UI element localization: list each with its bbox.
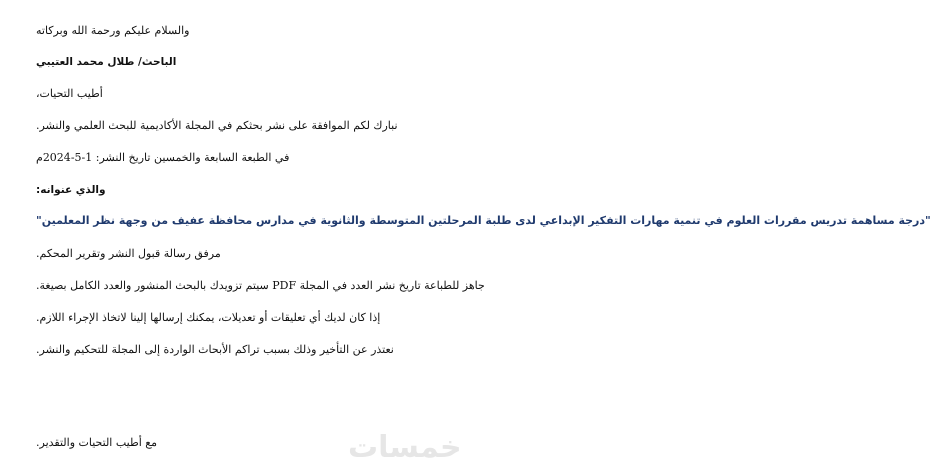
- approval-line: نبارك لكم الموافقة على نشر بحثكم في المجلة الأكاديمية للبحث العلمي والنشر.: [36, 119, 398, 132]
- watermark-logo: خمسات: [348, 430, 462, 465]
- apology-line: نعتذر عن التأخير وذلك بسبب تراكم الأبحاث الواردة إلى المجلة للتحكيم والنشر.: [36, 343, 394, 356]
- greeting-line: والسلام عليكم ورحمة الله وبركاته: [36, 24, 190, 37]
- closing-line: مع أطيب التحيات والتقدير.: [36, 436, 158, 449]
- researcher-name: الباحث/ طلال محمد العتيبي: [36, 56, 177, 68]
- salutation-line: أطيب التحيات،: [36, 87, 103, 100]
- title-intro-line: والذي عنوانه:: [36, 184, 106, 196]
- print-ready-line: جاهز للطباعة تاريخ نشر العدد في المجلة PDF سيتم تزويدك بالبحث المنشور والعدد الكامل بصيغة.: [36, 279, 485, 292]
- paper-title: "درجة مساهمة تدريس مقررات العلوم في تنمية مهارات التفكير الإبداعي لدى طلبة المرحلتين المتوسطة والثانوية في مدارس محافظة عفيف من وجهة نظر المعلمين": [36, 214, 931, 227]
- edition-line: في الطبعة السابعة والخمسين تاريخ النشر: 1-5-2024م: [36, 151, 290, 164]
- comments-line: إذا كان لديك أي تعليقات أو تعديلات، يمكنك إرسالها إلينا لاتخاذ الإجراء اللازم.: [36, 311, 381, 324]
- attachment-line: مرفق رسالة قبول النشر وتقرير المحكم.: [36, 247, 221, 260]
